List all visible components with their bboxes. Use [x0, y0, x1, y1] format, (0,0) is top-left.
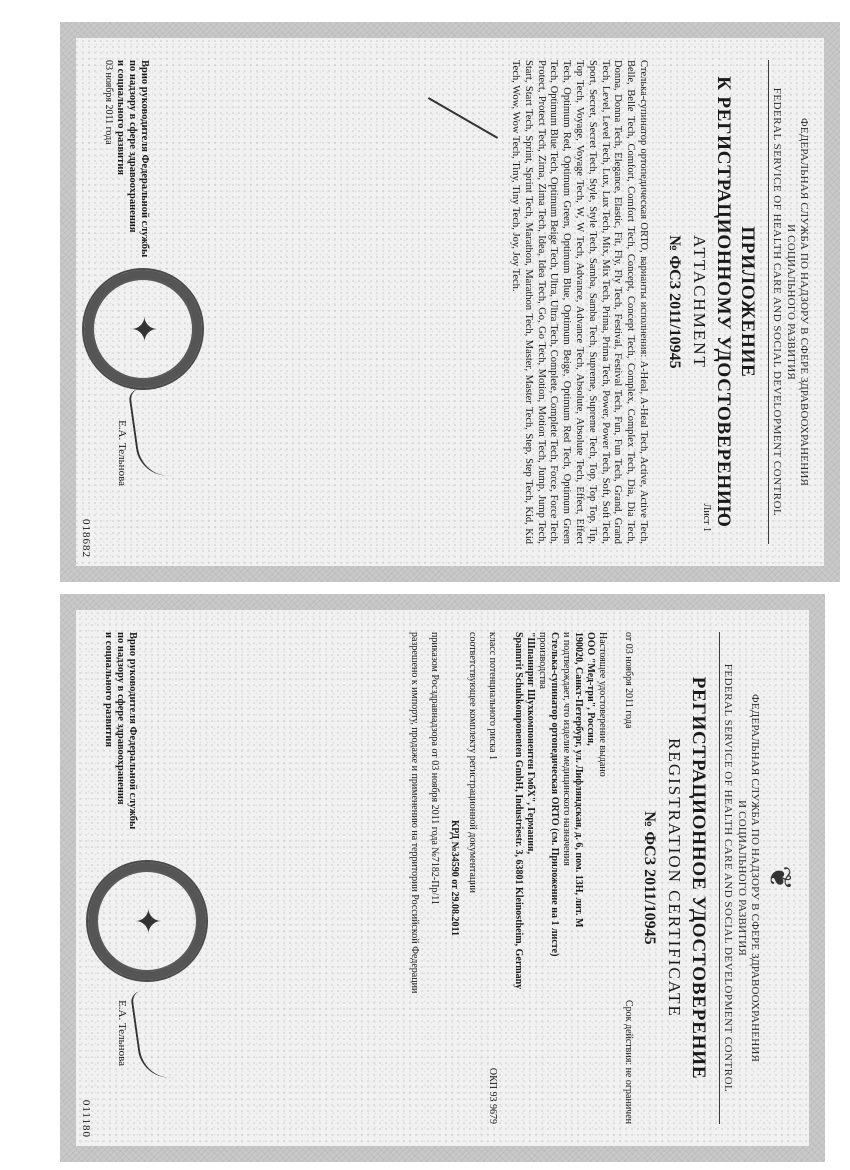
- certificate-manufacturer-label: производства: [537, 632, 548, 689]
- certificate-company: ООО "Мед-три", Россия,: [585, 632, 596, 746]
- attachment-reg-number: № ФСЗ 2011/10945: [666, 235, 683, 369]
- attachment-agency-en: FEDERAL SERVICE OF HEALTH CARE AND SOCIAL DEVELOPMENT CONTROL: [771, 87, 783, 517]
- certificate-permission: разрешено к импорту, продаже и применению на территории Российской Федерации: [409, 632, 420, 994]
- certificate-reg-number: № ФСЗ 2011/10945: [641, 811, 658, 945]
- certificate-date-row: [622, 632, 634, 1124]
- signature-mark: [128, 386, 172, 480]
- attachment-signer-name: Е.А. Тельнова: [116, 420, 128, 486]
- strike-slash-mark: [428, 97, 498, 139]
- certificate-agency-ru-2: И СОЦИАЛЬНОГО РАЗВИТИЯ: [736, 800, 748, 956]
- double-headed-eagle-icon: ❦: [763, 865, 796, 891]
- certificate-address: 190020, Санкт-Петербург, ул. Лифляндская, д. 6, пом. 13Н, лит. М: [573, 632, 584, 928]
- certificate-sheet: [60, 594, 825, 1162]
- certificate-divider: [719, 632, 720, 1124]
- certificate-docs-line: соответствующее комплекту регистрационной документации: [467, 632, 478, 894]
- attachment-body: Стелька-супинатор ортопедическая ORTO, варианты исполнения: A-Heal, A-Heal Tech, Active, Active Tech, Belle, Belle Tech, Comfort, Comfort Tech, Concept, Concept Tech, Complex, Complex Tech, Dia, Dia Tech, Donna, Donna Tech, Elegance, Elastic, Fit, Fly, Fly Tech, Festival, Festival Tech, Fun, Fun Tech, Grand, Grand Tech, Level, Level Tech, Lux, Lux Tech, Mix, Mix Tech, Prima, Prima Tech, Power, Power Tech, Soft, Soft Tech, Sport, Secret, Secret Tech, Style, Style Tech, Samba, Samba Tech, Supreme, Supreme Tech, Top, Top Top, Tip, Top Tech, Voyage, Voyage Tech, W, W Tech, Advance, Advance Tech, Absolute, Absolute Tech, Effect, Effect Tech, Optimum Red, Optimum Green, Optimum Blue, Optimum Beige, Optimum Red Tech, Optimum Green Tech, Optimum Blue Tech, Optimum Beige Tech, Ultra, Ultra Tech, Complete, Complete Tech, Force, Force Tech, Protect, Protect Tech, Zima, Zima Tech, Idea, Idea Tech, Go, Go Tech, Motion, Motion Tech, Jump, Jump Tech, Start, Start Tech, Sprint, Sprint Tech, Marathon, Marathon Tech, Master, Master Tech, Step, Step Tech, Kid, Kid Tech, Wow, Wow Tech, Tiny, Tiny Tech, Joy, Joy Tech.: [510, 60, 649, 544]
- certificate-krd: КРД №34590 от 29.08.2011: [449, 820, 460, 936]
- attachment-title-ru-2: К РЕГИСТРАЦИОННОМУ УДОСТОВЕРЕНИЮ: [713, 76, 734, 528]
- certificate-inner: [76, 610, 809, 1146]
- certificate-validity: Срок действия: не ограничен: [623, 999, 634, 1124]
- certificate-risk-row: [486, 632, 498, 1124]
- certificate-manufacturer-ru: "Шпаннриг Шухкомпонентен ГмбХ", Германия,: [525, 632, 536, 854]
- attachment-title-ru-1: ПРИЛОЖЕНИЕ: [737, 226, 758, 378]
- certificate-risk-class: класс потенциального риска 1: [487, 632, 498, 760]
- attachment-agency-ru-1: ФЕДЕРАЛЬНАЯ СЛУЖБА ПО НАДЗОРУ В СФЕРЕ ЗДРАВООХРАНЕНИЯ: [798, 117, 810, 487]
- certificate-okp: ОКП 93 9679: [487, 1067, 498, 1124]
- certificate-signer-line-1: Врио руководителя Федеральной службы: [127, 632, 138, 830]
- certificate-issued-to: Настоящее удостоверение выдано: [597, 632, 608, 777]
- certificate-signature-mark: [130, 988, 174, 1082]
- attachment-inner: [76, 38, 824, 566]
- certificate-product: Стелька-супинатор ортопедическая ORTO (см. Приложение на 1 листе): [549, 632, 560, 957]
- certificate-signer-line-3: и социального развития: [103, 632, 114, 748]
- attachment-serial: 018682: [80, 519, 92, 558]
- attachment-agency-ru-2: И СОЦИАЛЬНОГО РАЗВИТИЯ: [785, 224, 797, 380]
- attachment-divider: [768, 60, 769, 544]
- attachment-signer-line-1: Врио руководителя Федеральной службы: [139, 60, 150, 258]
- certificate-order: приказом Росздравнадзора от 03 ноября 2011 года №7182-Пр/11: [429, 632, 440, 905]
- attachment-signer-line-3: и социального развития: [115, 60, 126, 176]
- certificate-manufacturer-en: Spannrit Schuhkomponenten GmbH, Industriestr. 3, 63801 Kleinostheim, Germany: [513, 632, 524, 990]
- attachment-signer-line-2: по надзору в сфере здравоохранения: [127, 60, 138, 233]
- certificate-agency-ru-1: ФЕДЕРАЛЬНАЯ СЛУЖБА ПО НАДЗОРУ В СФЕРЕ ЗДРАВООХРАНЕНИЯ: [749, 693, 761, 1063]
- attachment-date: 03 ноября 2011 года: [103, 60, 114, 145]
- certificate-seal-icon: ✦: [86, 860, 208, 982]
- certificate-signer-line-2: по надзору в сфере здравоохранения: [115, 632, 126, 805]
- certificate-title-ru: РЕГИСТРАЦИОННОЕ УДОСТОВЕРЕНИЕ: [688, 676, 709, 1080]
- attachment-sheet: [60, 22, 840, 582]
- certificate-signer-block: [102, 632, 138, 829]
- certificate-signer-name: Е.А. Тельнова: [116, 1000, 128, 1066]
- certificate-agency-en: FEDERAL SERVICE OF HEALTH CARE AND SOCIAL DEVELOPMENT CONTROL: [722, 663, 734, 1093]
- attachment-title-en: ATTACHMENT: [690, 235, 709, 369]
- attachment-sheet-label: Лист 1: [701, 503, 712, 532]
- attachment-signer-block: [102, 60, 150, 257]
- certificate-date: от 03 ноября 2011 года: [623, 632, 634, 729]
- round-seal-icon: ✦: [82, 268, 204, 390]
- certificate-confirms: и подтверждает, что изделие медицинского назначения: [561, 632, 572, 866]
- certificate-title-en: REGISTRATION CERTIFICATE: [665, 738, 684, 1018]
- certificate-serial: 011180: [80, 1099, 92, 1138]
